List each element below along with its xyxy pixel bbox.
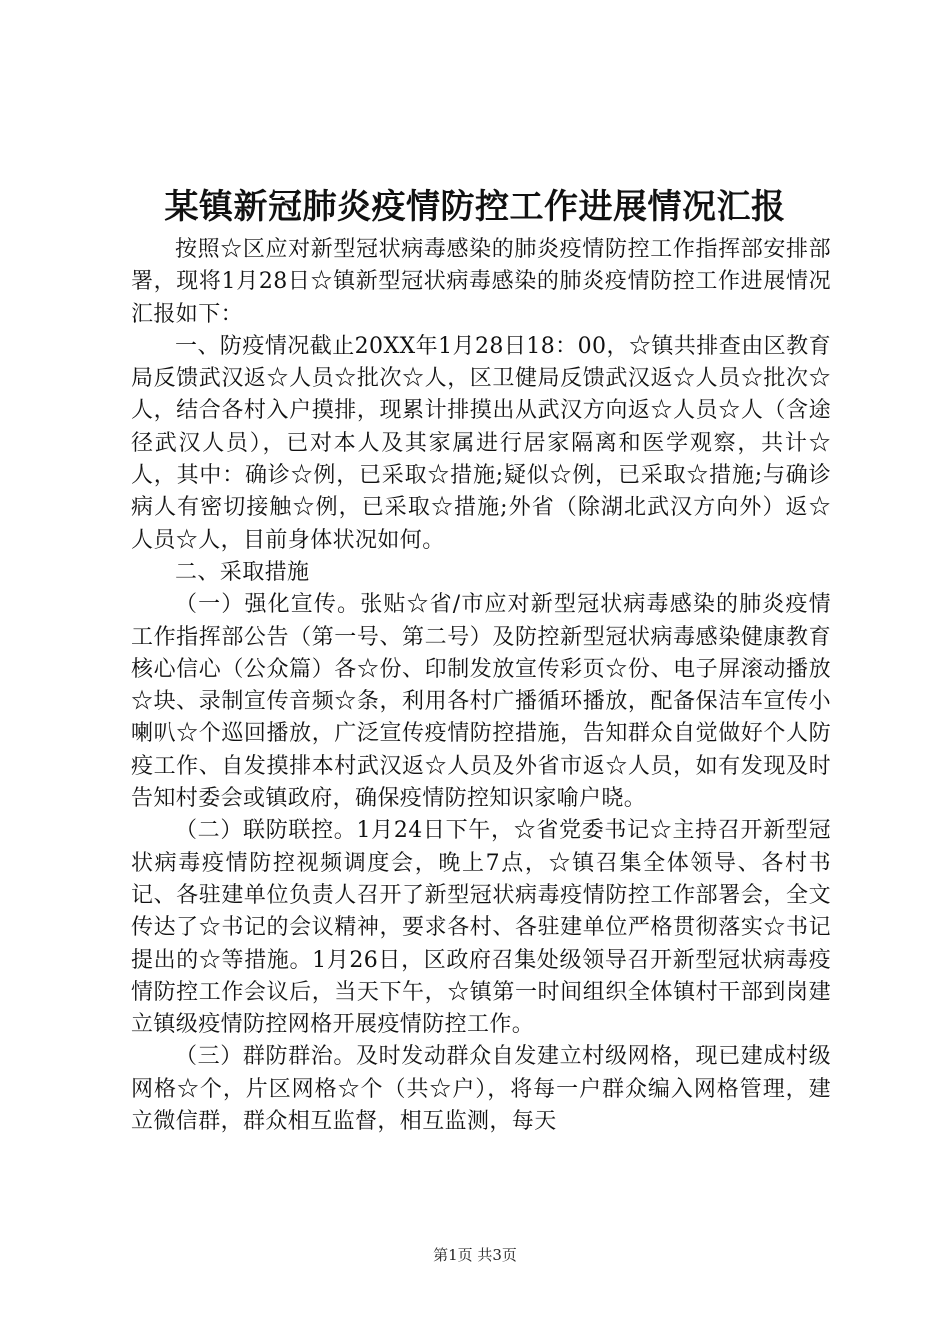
section-1-paragraph: 一、防疫情况截止20XX年1月28日18：00，☆镇共排查由区教育局反馈武汉返☆人员☆批次☆人，区卫健局反馈武汉返☆人员☆批次☆人，结合各村入户摸排，现累计排摸出从武汉方向返☆人员☆人（含途径武汉人员），已对本人及其家属进行居家隔离和医学观察，共计☆人，其中：确诊☆例，已采取☆措施;疑似☆例，已采取☆措施;与确诊病人有密切接触☆例，已采取☆措施;外省（除湖北武汉方向外）返☆人员☆人，目前身体状况如何。 [131, 333, 831, 553]
measure-3-paragraph: （三）群防群治。及时发动群众自发建立村级网格，现已建成村级网格☆个，片区网格☆个（共☆户），将每一户群众编入网格管理，建立微信群，群众相互监督，相互监测，每天 [131, 1044, 831, 1135]
document-title: 某镇新冠肺炎疫情防控工作进展情况汇报 [164, 187, 786, 227]
document-body [131, 234, 831, 1138]
section-2-heading: 二、采取措施 [175, 559, 310, 585]
measure-1-paragraph: （一）强化宣传。张贴☆省/市应对新型冠状病毒感染的肺炎疫情工作指挥部公告（第一号、第二号）及防控新型冠状病毒感染健康教育核心信心（公众篇）各☆份、印制发放宣传彩页☆份、电子屏滚动播放☆块、录制宣传音频☆条，利用各村广播循环播放，配备保洁车宣传小喇叭☆个巡回播放，广泛宣传疫情防控措施，告知群众自觉做好个人防疫工作、自发摸排本村武汉返☆人员及外省市返☆人员，如有发现及时告知村委会或镇政府，确保疫情防控知识家喻户晓。 [131, 592, 831, 812]
measure-2-paragraph: （二）联防联控。1月24日下午，☆省党委书记☆主持召开新型冠状病毒疫情防控视频调度会，晚上7点，☆镇召集全体领导、各村书记、各驻建单位负责人召开了新型冠状病毒疫情防控工作部署会，全文传达了☆书记的会议精神，要求各村、各驻建单位严格贯彻落实☆书记提出的☆等措施。1月26日，区政府召集处级领导召开新型冠状病毒疫情防控工作会议后，当天下午，☆镇第一时间组织全体镇村干部到岗建立镇级疫情防控网格开展疫情防控工作。 [131, 818, 831, 1038]
intro-paragraph: 按照☆区应对新型冠状病毒感染的肺炎疫情防控工作指挥部安排部署，现将1月28日☆镇新型冠状病毒感染的肺炎疫情防控工作进展情况汇报如下： [131, 237, 831, 327]
page-number-footer: 第1页 共3页 [433, 1246, 517, 1264]
